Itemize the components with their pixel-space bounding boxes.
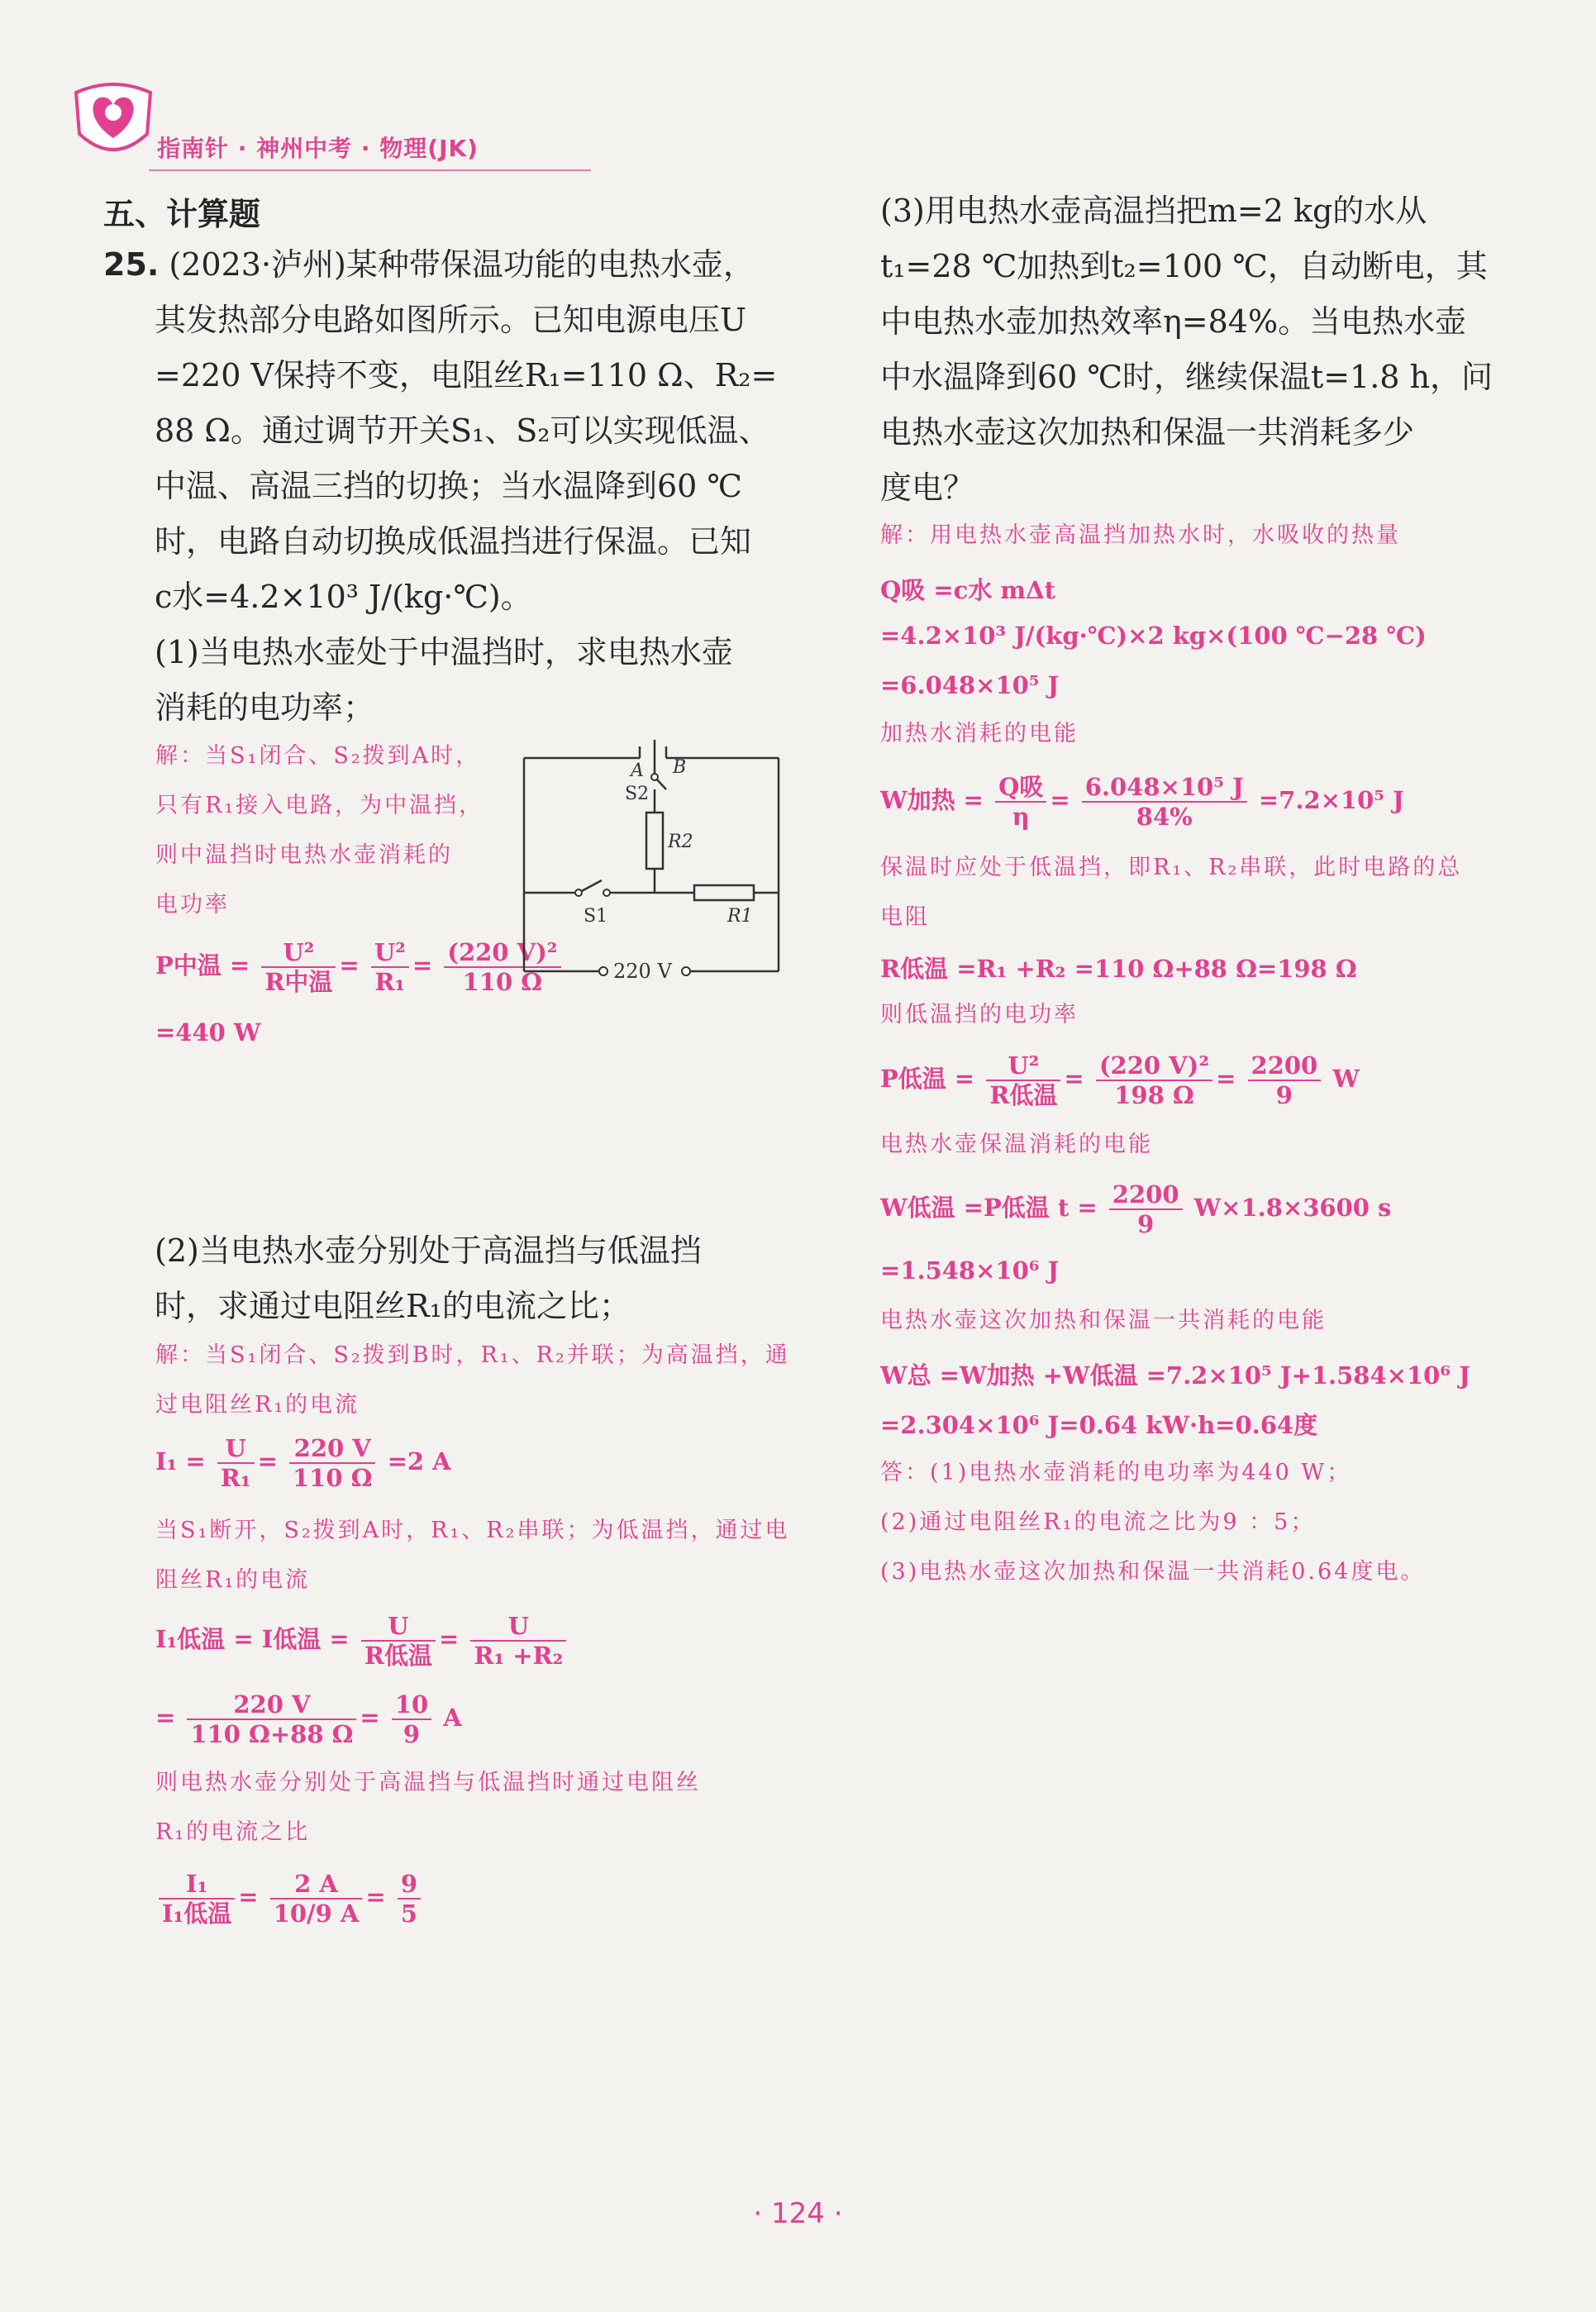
header-title: 指南针 · 神州中考 · 物理(JK) [157, 135, 479, 162]
circuit-label-r1: R1 [727, 906, 753, 927]
answer3-formula-3: =6.048×10⁵ J [880, 671, 1060, 699]
fraction-denominator: 110 Ω+88 Ω [190, 1720, 354, 1748]
answer3-formula-4: W加热 = $\frac{\text{Q吸}}{\eta}$ = $\frac{\text{6.048×10⁵ J}}{84\%}$ =7.2×10⁵ J [880, 773, 1404, 831]
answer3-formula-9: W总 =W加热 +W低温 =7.2×10⁵ J+1.584×10⁶ J [880, 1361, 1470, 1390]
header-divider [149, 169, 591, 171]
fraction-denominator: 110 Ω [293, 1464, 373, 1492]
answer-line: 保温时应处于低温挡，即R₁、R₂串联，此时电路的总 [880, 855, 1463, 880]
part3-line: 中电热水壶加热效率η=84%。当电热水壶 [880, 303, 1467, 340]
part3-line: 电热水壶这次加热和保温一共消耗多少 [880, 414, 1415, 450]
question-line: =220 V保持不变，电阻丝R₁=110 Ω、R₂= [155, 357, 778, 393]
answer2-formula-1: I₁ = $\frac{U}{\text{R₁}}$ = $\frac{220 V}{110 \Omega}$ =2 A [155, 1434, 451, 1492]
fraction-denominator: R低温 [364, 1642, 432, 1670]
fraction-numerator: 2200 [1248, 1051, 1322, 1081]
answer2-text-a [155, 1331, 790, 1430]
answer-line: 阻丝R₁的电流 [155, 1567, 311, 1593]
fraction-numerator: U² [261, 938, 336, 968]
question-line: c水=4.2×10³ J/(kg·℃)。 [155, 579, 532, 615]
answer-line: 只有R₁接入电路，为中温挡， [155, 793, 484, 818]
answer1-formula-2: =440 W [155, 1018, 261, 1046]
answer-line: 解：当S₁闭合、S₂拨到B时，R₁、R₂并联；为高温挡，通 [155, 1342, 790, 1368]
fraction-numerator: Q吸 [995, 773, 1046, 803]
formula-text: =2 A [387, 1447, 451, 1475]
fraction-numerator: U [470, 1612, 566, 1642]
answer3-text-c [880, 843, 1462, 942]
circuit-label-a: A [631, 760, 644, 781]
fraction-numerator: (220 V)² [444, 938, 560, 968]
fraction-denominator: 9 [1275, 1081, 1293, 1109]
fraction-numerator: U [217, 1434, 255, 1464]
question-line: (2023·泸州)某种带保温功能的电热水壶， [169, 246, 755, 283]
fraction-numerator: 6.048×10⁵ J [1082, 773, 1247, 803]
answer3-conclusion [880, 1448, 1425, 1597]
answer2-formula-4: $\frac{\text{I₁}}{\text{I₁低温}}$ = $\frac{2 A}{10/9 A}$ = $\frac{9}{5}$ [155, 1870, 424, 1928]
fraction-numerator: U [361, 1612, 436, 1642]
fraction-numerator: I₁ [159, 1870, 235, 1900]
answer3-text-e: 电热水壶保温消耗的电能 [880, 1132, 1153, 1157]
answer2-text-b [155, 1506, 789, 1605]
circuit-label-s2: S2 [625, 784, 650, 804]
answer2-text-c [155, 1758, 701, 1857]
fraction-denominator: R中温 [264, 968, 333, 996]
fraction-numerator: U² [986, 1051, 1060, 1081]
part3-line: (3)用电热水壶高温挡把m=2 kg的水从 [880, 193, 1427, 229]
answer3-text-f: 电热水壶这次加热和保温一共消耗的电能 [880, 1308, 1327, 1333]
formula-text: W低温 =P低温 t = [880, 1194, 1098, 1222]
answer-line: 则中温挡时电热水壶消耗的 [155, 842, 453, 868]
part2-line: (2)当电热水壶分别处于高温挡与低温挡 [155, 1232, 702, 1269]
answer-line: 则电热水壶分别处于高温挡与低温挡时通过电阻丝 [155, 1770, 701, 1795]
part1-line: (1)当电热水壶处于中温挡时，求电热水壶 [155, 634, 733, 670]
fraction-denominator: 110 Ω [462, 968, 543, 996]
formula-text: I₁ = [155, 1447, 206, 1475]
formula-text: I₁低温 = I低温 = [155, 1625, 350, 1653]
answer1-text [155, 732, 484, 930]
part1-line: 消耗的电功率； [155, 689, 375, 726]
fraction-numerator: U² [371, 938, 409, 968]
answer3-formula-10: =2.304×10⁶ J=0.64 kW·h=0.64度 [880, 1411, 1318, 1439]
answer3-formula-8: =1.548×10⁶ J [880, 1256, 1060, 1285]
fraction-denominator: R₁ +R₂ [474, 1642, 564, 1670]
answer-line: (2)通过电阻丝R₁的电流之比为9 ：5； [880, 1509, 1316, 1535]
answer3-formula-5: R低温 =R₁ +R₂ =110 Ω+88 Ω=198 Ω [880, 955, 1357, 983]
answer-line: (3)电热水壶这次加热和保温一共消耗0.64度电。 [880, 1559, 1426, 1585]
answer2-formula-2: I₁低温 = I低温 = $\frac{U}{\text{R低温}}$ = $\frac{U}{\text{R₁ +R₂}}$ [155, 1612, 569, 1670]
fraction-denominator: 5 [400, 1900, 418, 1928]
answer-line: 解：当S₁闭合、S₂拨到A时， [155, 743, 481, 769]
question-line: 时，电路自动切换成低温挡进行保温。已知 [155, 523, 752, 560]
part2-text [155, 1223, 799, 1334]
part3-line: 度电？ [880, 470, 975, 506]
part3-text [880, 184, 1541, 516]
answer-line: 电功率 [155, 892, 230, 918]
fraction-denominator: 9 [403, 1720, 421, 1748]
answer3-formula-1: Q吸 =c水 mΔt [880, 576, 1055, 604]
answer3-text-a: 解：用电热水壶高温挡加热水时，水吸收的热量 [880, 522, 1401, 548]
answer-line: 答：(1)电热水壶消耗的电功率为440 W； [880, 1460, 1352, 1485]
answer3-text-b: 加热水消耗的电能 [880, 721, 1079, 746]
formula-text: =7.2×10⁵ J [1258, 786, 1404, 814]
formula-unit: W [1332, 1065, 1360, 1093]
page-number: · 124 · [753, 2197, 843, 2230]
fraction-numerator: 10 [392, 1690, 431, 1720]
fraction-denominator: 10/9 A [273, 1900, 360, 1928]
fraction-numerator: 2200 [1109, 1180, 1183, 1210]
section-title: 五、计算题 [103, 196, 261, 232]
formula-text: W加热 = [880, 786, 984, 814]
answer3-formula-7 [880, 1180, 1391, 1238]
fraction-denominator: R低温 [989, 1081, 1058, 1109]
fraction-numerator: (220 V)² [1096, 1051, 1212, 1081]
fraction-denominator: I₁低温 [162, 1900, 232, 1928]
formula-unit: A [443, 1704, 462, 1732]
formula-text: W×1.8×3600 s [1193, 1194, 1392, 1222]
part2-line: 时，求通过电阻丝R₁的电流之比； [155, 1288, 631, 1324]
fraction-numerator: 2 A [270, 1870, 363, 1900]
fraction-denominator: 198 Ω [1114, 1081, 1194, 1109]
circuit-label-source: 220 V [613, 960, 672, 983]
answer3-text-d: 则低温挡的电功率 [880, 1002, 1079, 1027]
fraction-denominator: 84% [1136, 803, 1193, 831]
circuit-label-s1: S1 [584, 906, 608, 927]
circuit-label-r2: R2 [668, 832, 693, 852]
fraction-denominator: R₁ [220, 1464, 251, 1492]
question-line: 中温、高温三挡的切换；当水温降到60 ℃ [155, 468, 742, 504]
answer-line: 电阻 [880, 904, 930, 930]
answer3-formula-2: =4.2×10³ J/(kg·℃)×2 kg×(100 ℃−28 ℃) [880, 622, 1427, 650]
part3-line: 中水温降到60 ℃时，继续保温t=1.8 h，问 [880, 359, 1494, 395]
fraction-denominator: η [1012, 803, 1030, 831]
heart-shield-logo-icon [68, 76, 159, 167]
fraction-numerator: 9 [398, 1870, 421, 1900]
fraction-numerator: 220 V [289, 1434, 375, 1464]
answer-line: R₁的电流之比 [155, 1819, 311, 1845]
part3-line: t₁=28 ℃加热到t₂=100 ℃，自动断电，其 [880, 248, 1488, 284]
question-stem [103, 237, 789, 736]
fraction-denominator: R₁ [374, 968, 406, 996]
answer1-formula-1: P中温 = $\frac{\text{U²}}{\text{R中温}}$ = $\frac{\text{U²}}{\text{R₁}}$ = $\frac{\text{(220 V)²}}{110 \Omega}$ [155, 938, 565, 996]
fraction-numerator: 220 V [187, 1690, 356, 1720]
fraction-denominator: 9 [1137, 1210, 1155, 1238]
question-number: 25. [103, 246, 160, 283]
circuit-label-b: B [673, 757, 687, 778]
formula-text: P中温 = [155, 951, 250, 980]
formula-text: P低温 = [880, 1065, 975, 1093]
question-line: 其发热部分电路如图所示。已知电源电压U [155, 302, 747, 338]
answer-line: 过电阻丝R₁的电流 [155, 1392, 360, 1418]
circuit-diagram [521, 740, 785, 988]
answer3-formula-6: P低温 = $\frac{\text{U²}}{\text{R低温}}$ = $\frac{\text{(220 V)²}}{198 \Omega}$ = $\frac{2200}{9}$ W [880, 1051, 1360, 1109]
question-line: 88 Ω。通过调节开关S₁、S₂可以实现低温、 [155, 412, 770, 449]
answer2-formula-3: = $\frac{220 V}{110 \Omega+88 \Omega}$ = $\frac{10}{9}$ A [155, 1690, 462, 1748]
answer-line: 当S₁断开，S₂拨到A时，R₁、R₂串联；为低温挡，通过电 [155, 1518, 790, 1543]
